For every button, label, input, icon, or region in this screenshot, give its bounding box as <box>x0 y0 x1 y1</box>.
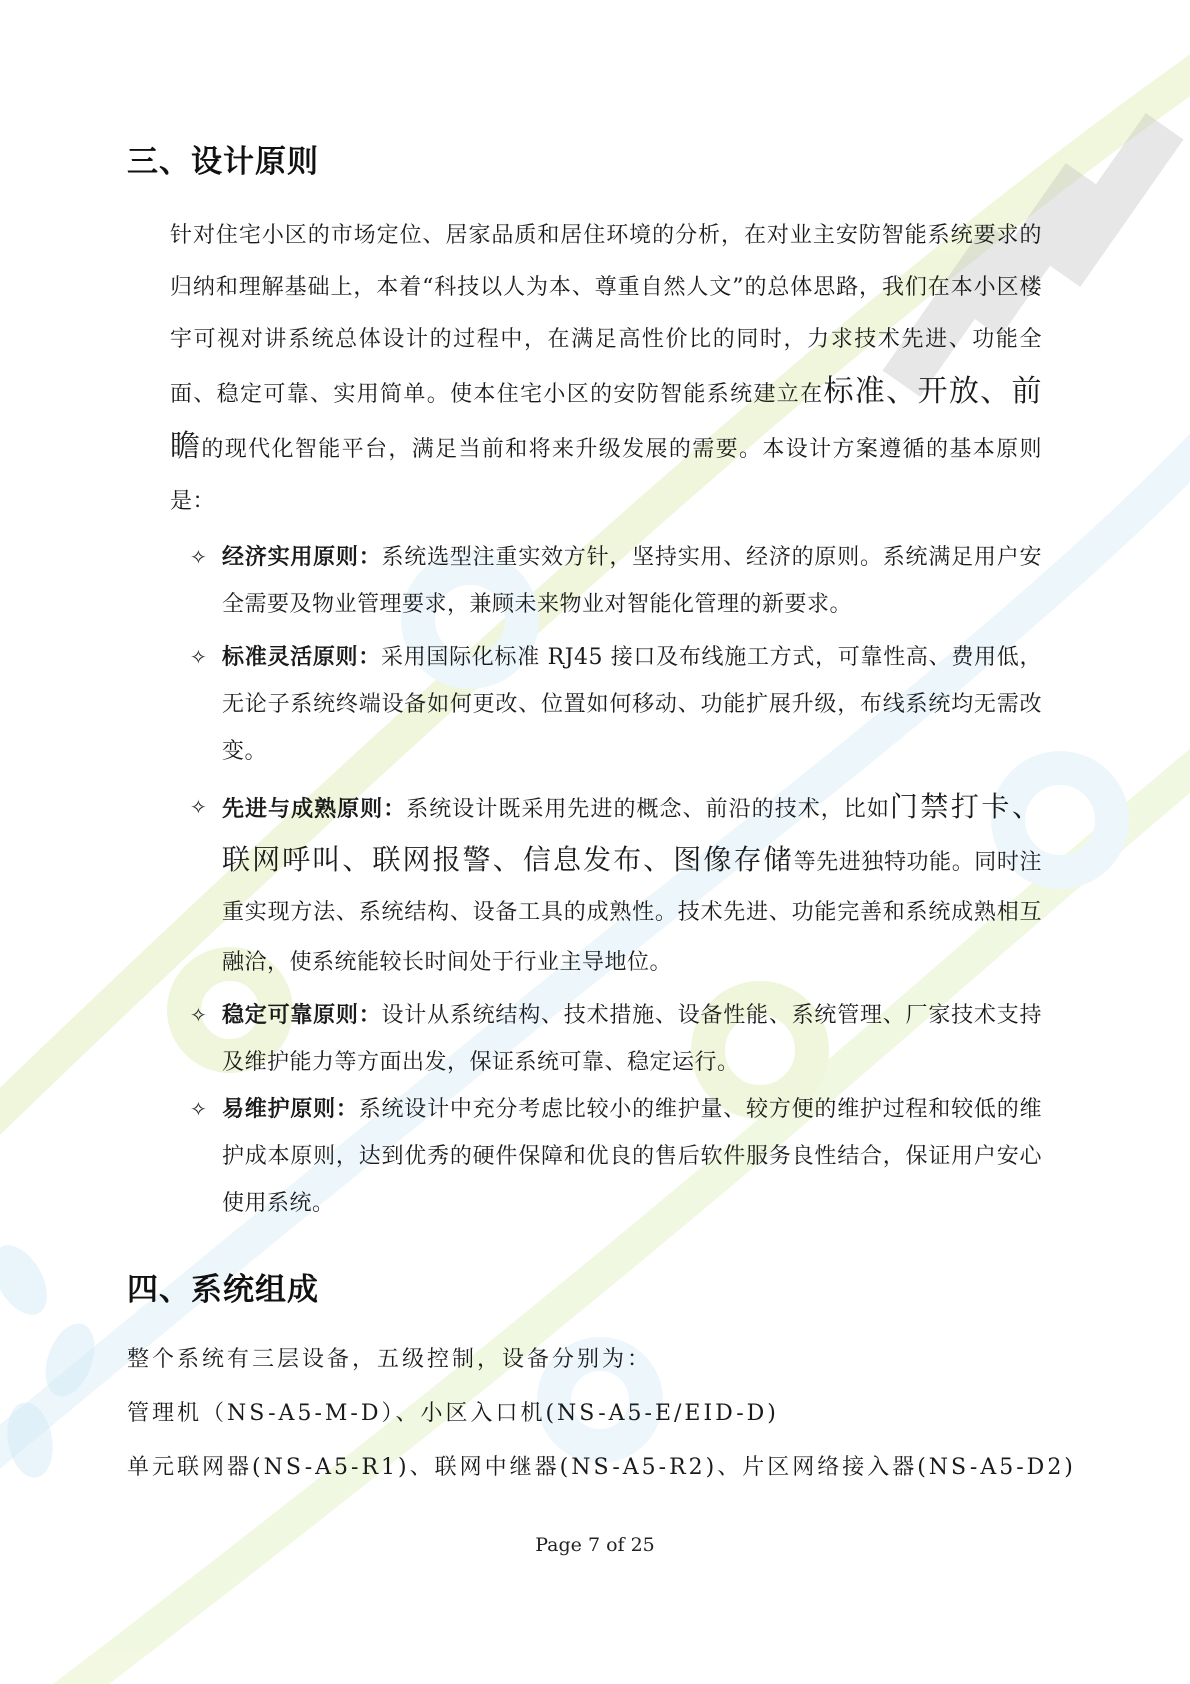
intro-text-part2: 的现代化智能平台，满足当前和将来升级发展的需要。本设计方案遵循的基本原则是： <box>170 437 1042 514</box>
section-4-heading: 四、系统组成 <box>127 1272 319 1308</box>
principle-text: 采用国际化标准 RJ45 接口及布线施工方式，可靠性高、费用低，无论子系统终端设备如何更改、位置如何移动、功能扩展升级，布线系统均无需改变。 <box>222 645 1042 764</box>
intro-emphasis: 标准、开放、前瞻 <box>170 374 1042 464</box>
principle-item-advanced <box>190 782 1042 988</box>
system-composition-line-2: 管理机（NS-A5-M-D）、小区入口机(NS-A5-E/EID-D) <box>127 1401 779 1426</box>
principle-item-maintenance <box>190 1086 1042 1227</box>
principle-term: 经济实用原则： <box>222 545 382 570</box>
principle-term: 稳定可靠原则： <box>222 1003 382 1028</box>
principle-term: 先进与成熟原则： <box>222 797 407 822</box>
bullet-icon: ✧ <box>190 645 208 669</box>
bullet-icon: ✧ <box>190 1097 208 1121</box>
section-3-intro <box>170 210 1042 528</box>
principle-text-part1: 系统设计既采用先进的概念、前沿的技术，比如 <box>406 797 890 822</box>
principle-term: 易维护原则： <box>222 1097 359 1122</box>
principle-text: 设计从系统结构、技术措施、设备性能、系统管理、厂家技术支持及维护能力等方面出发，保证系统可靠、稳定运行。 <box>222 1003 1042 1075</box>
bullet-icon: ✧ <box>190 545 208 569</box>
principle-item-economic <box>190 534 1042 628</box>
bullet-icon: ✧ <box>190 1003 208 1027</box>
principle-text-emphasis: 门禁打卡、联网呼叫、联网报警、信息发布、图像存储 <box>222 790 1042 876</box>
page-number: Page 7 of 25 <box>535 1534 655 1556</box>
principle-text-part2: 等先进独特功能。同时注重实现方法、系统结构、设备工具的成熟性。技术先进、功能完善和系统成熟相互融洽，使系统能较长时间处于行业主导地位。 <box>222 850 1042 975</box>
section-3-heading: 三、设计原则 <box>127 144 319 180</box>
intro-text-part1: 针对住宅小区的市场定位、居家品质和居住环境的分析，在对业主安防智能系统要求的归纳和理解基础上，本着“科技以人为本、尊重自然人文”的总体思路，我们在本小区楼宇可视对讲系统总体设计的过程中，在满足高性价比的同时，力求技术先进、功能全面、稳定可靠、实用简单。使本住宅小区的安防智能系统建立在 <box>170 223 1042 407</box>
principle-text: 系统设计中充分考虑比较小的维护量、较方便的维护过程和较低的维护成本原则，达到优秀的硬件保障和优良的售后软件服务良性结合，保证用户安心使用系统。 <box>222 1097 1042 1216</box>
bullet-icon: ✧ <box>190 795 208 819</box>
system-composition-line-1: 整个系统有三层设备，五级控制，设备分别为： <box>127 1347 653 1372</box>
principle-text: 系统选型注重实效方针，坚持实用、经济的原则。系统满足用户安全需要及物业管理要求，兼顾未来物业对智能化管理的新要求。 <box>222 545 1042 617</box>
principle-item-stable <box>190 992 1042 1086</box>
system-composition-line-3: 单元联网器(NS-A5-R1)、联网中继器(NS-A5-R2)、片区网络接入器(NS-A5-D2) <box>127 1455 1076 1480</box>
principle-item-standard <box>190 634 1042 775</box>
principle-term: 标准灵活原则： <box>222 645 381 670</box>
